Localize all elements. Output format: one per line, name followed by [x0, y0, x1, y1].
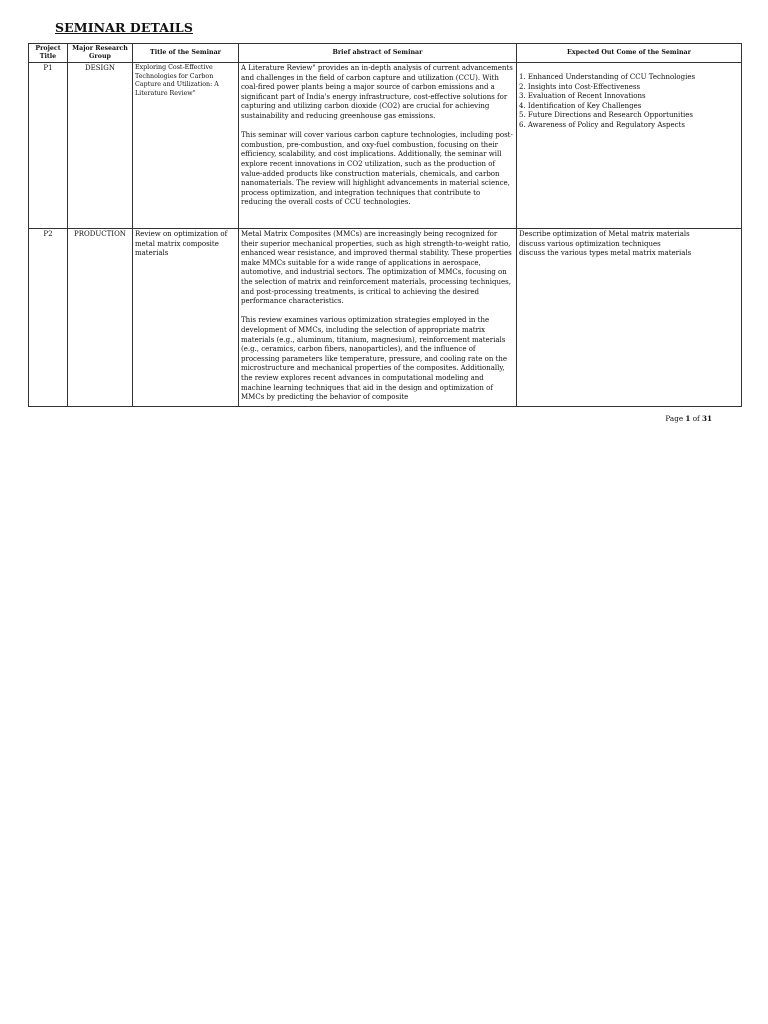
cell-outcome	[517, 63, 742, 229]
header-outcome: Expected Out Come of the Seminar	[517, 44, 742, 63]
of-word: of	[692, 414, 700, 423]
header-seminar-title: Title of the Seminar	[133, 44, 239, 63]
abstract-paragraph: Metal Matrix Composites (MMCs) are increasingly being recognized for their superior mechanical properties, such as high strength-to-weight ratio, enhanced wear resistance, and improved thermal stability. These properties make MMCs suitable for a wide range of applications in aerospace, automotive, and industrial sectors. The optimization of MMCs, focusing on the selection of matrix and reinforcement materials, processing techniques, and post-processing treatments, is critical to achieving the desired performance characteristics.	[241, 230, 512, 306]
header-major-group: Major Research Group	[68, 44, 133, 63]
table-header-row	[29, 44, 742, 63]
page-title: SEMINAR DETAILS	[55, 20, 193, 35]
abstract-paragraph: A Literature Review" provides an in-depth analysis of current advancements and challenges in the field of carbon capture and utilization (CCU). With coal-fired power plants being a major source of carbon emissions and a significant part of India's energy infrastructure, cost-effective solutions for capturing and utilizing carbon dioxide (CO2) are crucial for achieving sustainability and reducing greenhouse gas emissions.	[241, 64, 513, 120]
outcome-item: 4. Identification of Key Challenges	[519, 101, 642, 110]
outcome-item: 2. Insights into Cost-Effectiveness	[519, 82, 641, 91]
abstract-paragraph: This review examines various optimization strategies employed in the development of MMCs, including the selection of appropriate matrix materials (e.g., aluminum, titanium, magnesium), reinforcement materials (e.g., ceramics, carbon fibers, nanoparticles), and the influence of processing parameters like temperature, pressure, and cooling rate on the microstructure and mechanical properties of the composites. Additionally, the review explores recent advances in computational modeling and machine learning techniques that aid in the design and optimization of MMCs by predicting the behavior of composite	[241, 316, 508, 402]
current-page-number: 1	[685, 414, 691, 423]
table-row	[29, 63, 742, 229]
table-row	[29, 229, 742, 407]
abstract-paragraph: This seminar will cover various carbon capture technologies, including post-combustion, pre-combustion, and oxy-fuel combustion, focusing on their efficiency, scalability, and cost implications. Additionally, the seminar will explore recent innovations in CO2 utilization, such as the production of value-added products like construction materials, chemicals, and carbon nanomaterials. The review will highlight advancements in material science, process optimization, and integration techniques that contribute to reducing the overall costs of CCU technologies.	[241, 131, 513, 207]
header-abstract: Brief abstract of Seminar	[239, 44, 517, 63]
cell-seminar-title: Exploring Cost-Effective Technologies for Carbon Capture and Utilization: A Literature Review"	[133, 63, 239, 229]
outcome-item: 5. Future Directions and Research Opportunities	[519, 111, 693, 120]
outcome-item: 1. Enhanced Understanding of CCU Technologies	[519, 73, 696, 81]
cell-seminar-title: Review on optimization of metal matrix composite materials	[133, 229, 239, 407]
outcome-item: discuss various optimization techniques	[519, 239, 661, 248]
outcome-item: Describe optimization of Metal matrix materials	[519, 230, 690, 238]
cell-outcome	[517, 229, 742, 407]
total-pages-number: 31	[701, 414, 712, 423]
outcome-item: 3. Evaluation of Recent Innovations	[519, 92, 646, 101]
outcome-item: 6. Awareness of Policy and Regulatory Aspects	[519, 120, 685, 129]
page-number	[665, 414, 712, 423]
cell-major-group: PRODUCTION	[68, 229, 133, 407]
page-word: Page	[665, 414, 684, 423]
header-project-title: Project Title	[29, 44, 68, 63]
cell-project-id: P1	[29, 63, 68, 229]
cell-abstract	[239, 63, 517, 229]
outcome-item: discuss the various types metal matrix materials	[519, 249, 692, 258]
seminar-table	[28, 43, 742, 407]
cell-major-group: DESIGN	[68, 63, 133, 229]
cell-abstract	[239, 229, 517, 407]
cell-project-id: P2	[29, 229, 68, 407]
